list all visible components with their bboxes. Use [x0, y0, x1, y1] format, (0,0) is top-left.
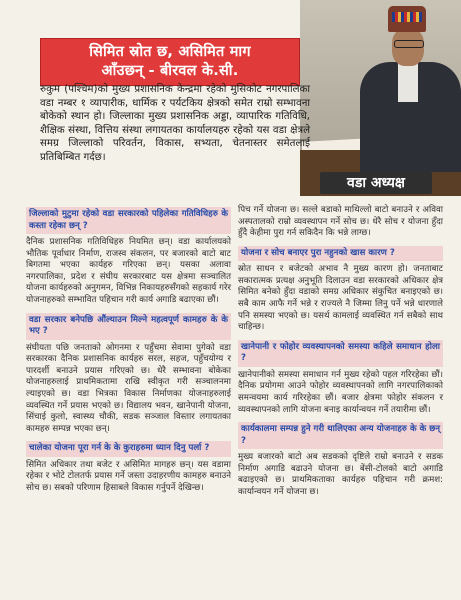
interview-photo — [300, 0, 461, 196]
question-heading: जिल्लाको मुटुमा रहेको वडा सरकारको पहिलेका गतिविधिहरु के कस्ता रहेका छन् ? — [26, 207, 231, 234]
right-column — [238, 205, 443, 505]
headline-box — [40, 38, 300, 86]
left-column — [26, 205, 231, 501]
intro-paragraph: रुकुम (पश्चिम)को मुख्य प्रशासनिक केन्द्रमा रहेको मुसिकोट नगरपालिका वडा नम्बर १ व्यापारीक, धार्मिक र पर्यटकिय क्षेत्रको समेत राम्रो सम्भावना बोकेको स्थान हो। जिल्लाका मुख्य प्रशासनिक अड्डा, व्यापारिक गतिविधि, शैक्षिक संस्था, वित्तिय संस्था लगायतका कार्यालयहरु रहेको यस वडा क्षेत्रले समग्र जिल्लाको परिवर्तन, विकास, सभ्यता, चेतनास्तर समेतलाई प्रतिबिम्बित गर्दछ। — [40, 84, 310, 163]
question-heading: चालेका योजना पूरा गर्न के के कुराहरुमा ध्यान दिनु पर्ला ? — [26, 441, 231, 457]
answer-paragraph: स्रोत साधन र बजेटको अभाव नै मुख्य कारण हो। जनताबाट सकारात्मक प्रत्यक्ष अनुभूति दिलाउन वडा सरकारको अधिकार क्षेत्र सिमित बनेको हुँदा वडाको समग्र अधिकार संकुचित बनाइएको छ। सबै काम आफै गर्ने भन्ने र राज्यले नै जिम्मा लिनु पर्ने भन्ने धारणाले पनि समस्या भएको छ। यसर्थ कामलाई व्यवस्थित गर्न सबैको साथ चाहिन्छ। — [238, 264, 443, 333]
answer-paragraph: पिच गर्ने योजना छ। सल्ले बडाको माथिल्लो बाटो बनाउने र अविवा अस्पतालको राम्रो व्यवस्थापन गर्ने सोच छ। धेरै सोच र योजना हुँदा हुँदै केहीमा पुरा गर्न सकिदैन कि भन्ने लाग्छ। — [238, 205, 443, 239]
question-heading: कार्यकालमा सम्पन्न हुने गरी थालिएका अन्य योजनाहरु के के छन् ? — [238, 422, 443, 449]
nameplate-sign: वडा अध्यक्ष — [320, 172, 432, 194]
answer-paragraph: मुख्य बजारको बाटो अब सडकको दृष्टिले राम्रो बनाउने र सडक निर्माण अगाडि बढाउने योजना छ। बेंसी-टोलको बाटो अगाडि बढाइएको छ। प्राथमिकताका कार्यहरु पहिचान गरी क्रमश: कार्यान्वयन गर्ने योजना छ। — [238, 452, 443, 497]
answer-paragraph: सिमित अधिकार तथा बजेट र असिमित मागहरु छन्। यस वडामा रहेका र भोटे टोलतर्फ प्रयास गर्ने जस्ता उदाहरणीय कामहरु बनाउने सोच छ। सबको परिणाम हिसाबले विकास गर्नुपर्ने देखिन्छ। — [26, 459, 231, 493]
answer-paragraph: खानेपानीको समस्या समाधान गर्न मुख्य रहेको पहल गरिरहेका छौं। दैनिक प्रयोगमा आउने फोहोर व्यवस्थापनको लागि नगरपालिकाको समन्वयमा कार्य गरिरहेका छौं। बजार क्षेत्रमा फोहोर संकलन र व्यवस्थापनको लागि योजना बनाइ कार्यान्वयन गर्ने तयारीमा छौं। — [238, 369, 443, 415]
hero-section — [0, 0, 461, 196]
photo-person-hat — [388, 6, 426, 32]
answer-paragraph: दैनिक प्रशासनिक गतिविधिहरु नियमित छन्। वडा कार्यालयको भौतिक पूर्वाधार निर्माण, राजस्व संकलन, पर बजारको बाटो बाट बिगतमा भएका कार्यहरु गरिएका छन्। यसका अलावा नगरपालिका, प्रदेश र संघीय सरकारबाट यस क्षेत्रमा सञ्चालित योजना कार्यहरुको अनुगमन, विभिन्न निकायहरुसँगको सहकार्य गरेर योजनाहरुको सम्भावित पहिचान गरी कार्य अगाडि बढाएका छौं। — [26, 237, 231, 305]
question-heading: खानेपानी र फोहोर व्यवस्थापनको समस्या कहिले समाधान होला ? — [238, 340, 443, 367]
answer-paragraph: संघीयता पछि जनताको ओगनमा र पहुँचमा सेवामा पुगेको वडा सरकारका दैनिक प्रशासनिक कार्यहरु सरल, सहज, पहुँचयोग्य र पारदर्शी बनाउने प्रयास गरिएको छ। धेरै सम्भावना बोकेका योजनाहरुलाई प्राथमिकतामा राखि स्वीकृत गरी सञ्चालनमा ल्याइएको छ। वडा भित्रका विकास निर्माणका योजनाहरुलाई व्यवस्थित गर्ने प्रयास भएको छ। विद्यालय भवन, खानेपानी योजना, सिंचाई कुलो, स्वास्थ्य चौकी, सडक सञ्जाल विस्तार लगायतका कामहरु सम्पन्न भएका छन्। — [26, 342, 231, 434]
headline-line-1: सिमित स्रोत छ, असिमित माग — [89, 44, 251, 60]
headline-line-2: आँउछन् - बीरवल के.सी. — [101, 63, 239, 79]
question-heading: वडा सरकार बनेपछि औंल्याउन मिल्ने महत्वपूर्ण कामहरु के के भए ? — [26, 313, 231, 340]
photo-person-glasses — [394, 40, 424, 48]
photo-person-shirt — [398, 62, 418, 102]
question-heading: योजना र सोच बनाएर पुरा नहुनको खास कारण ? — [238, 246, 443, 262]
